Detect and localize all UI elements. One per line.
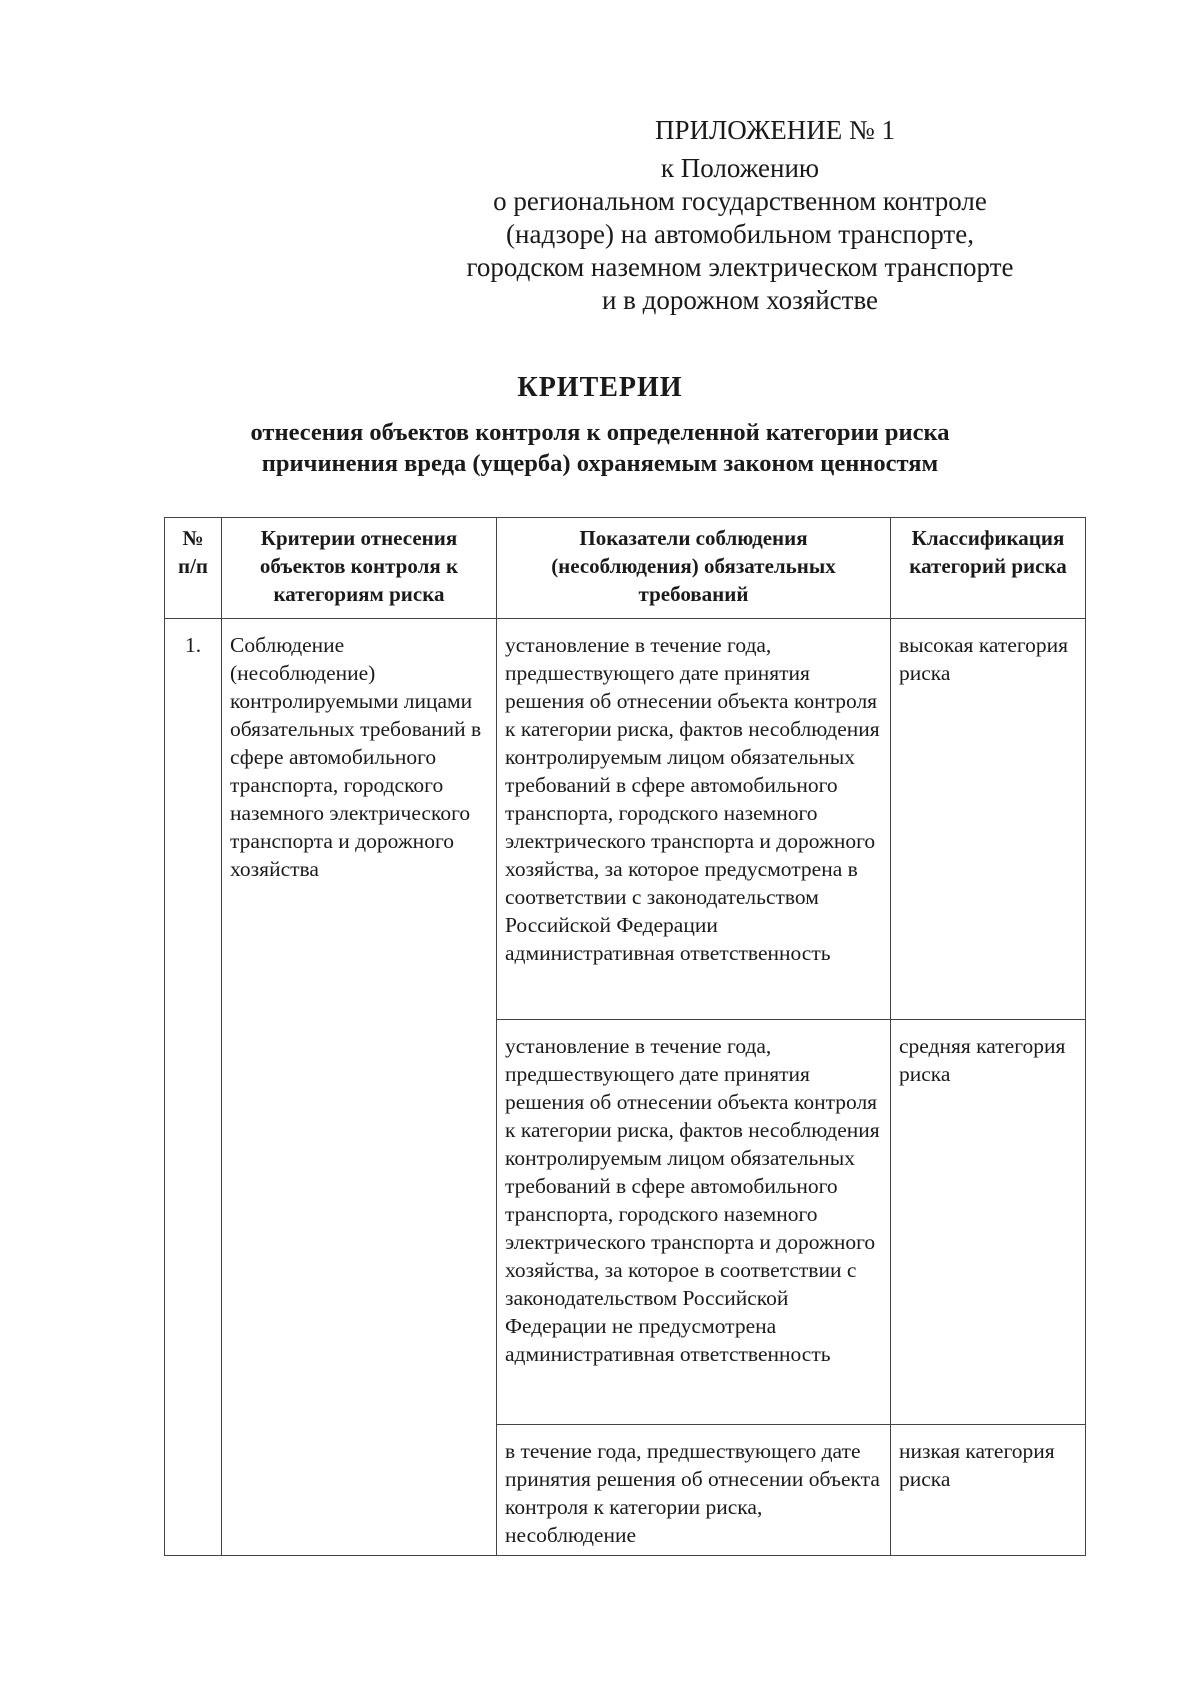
header-classification: Классификация категорий риска (891, 518, 1086, 619)
document-subtitle (150, 417, 1050, 479)
category-low: низкая категория риска (891, 1425, 1086, 1556)
header-indicators: Показатели соблюдения (несоблюдения) обязательных требований (497, 518, 891, 619)
row-number: 1. (165, 619, 222, 1556)
table-header-row (165, 518, 1086, 619)
subtitle-line: отнесения объектов контроля к определенной категории риска (250, 419, 950, 446)
row-criterion: Соблюдение (несоблюдение) контролируемыми лицами обязательных требований в сфере автомобильного транспорта, городского наземного электрического транспорта и дорожного хозяйства (222, 619, 497, 1556)
appendix-line: (надзоре) на автомобильном транспорте, (506, 219, 974, 249)
indicator-low: в течение года, предшествующего дате принятия решения об отнесении объекта контроля к категории риска, несоблюдение (497, 1425, 891, 1556)
appendix-title: ПРИЛОЖЕНИЕ № 1 (654, 115, 896, 145)
indicator-high: установление в течение года, предшествующего дате принятия решения об отнесении объекта контроля к категории риска, фактов несоблюдения контролируемым лицом обязательных требований в сфере автомобильного транспорта, городского наземного электрического транспорта и дорожного хозяйства, за которое предусмотрена в соответствии с законодательством Российской Федерации административная ответственность (497, 619, 891, 1020)
indicator-medium: установление в течение года, предшествующего дате принятия решения об отнесении объекта контроля к категории риска, фактов несоблюдения контролируемым лицом обязательных требований в сфере автомобильного транспорта, городского наземного электрического транспорта и дорожного хозяйства, за которое в соответствии с законодательством Российской Федерации не предусмотрена административная ответственность (497, 1020, 891, 1425)
appendix-line: городском наземном электрическом транспорте (466, 252, 1014, 282)
document-title: КРИТЕРИИ (517, 372, 683, 403)
header-number: № п/п (165, 518, 222, 619)
appendix-block (430, 114, 1050, 317)
category-high: высокая категория риска (891, 619, 1086, 1020)
header-criteria: Критерии отнесения объектов контроля к категориям риска (222, 518, 497, 619)
appendix-line: и в дорожном хозяйстве (601, 285, 879, 315)
appendix-line: к Положению (660, 153, 820, 183)
table-row (165, 619, 1086, 1020)
subtitle-line: причинения вреда (ущерба) охраняемым законом ценностям (261, 450, 939, 477)
appendix-line: о региональном государственном контроле (493, 186, 987, 216)
criteria-table (164, 517, 1086, 1556)
category-medium: средняя категория риска (891, 1020, 1086, 1425)
